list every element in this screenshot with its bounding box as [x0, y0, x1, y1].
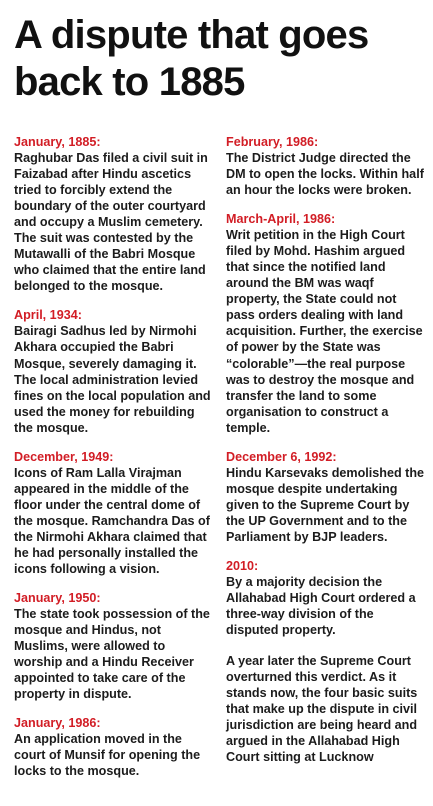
entry-date: 2010:	[226, 558, 259, 573]
entry-date: December, 1949:	[14, 449, 114, 464]
entry-date: January, 1950:	[14, 591, 101, 606]
timeline-entry	[226, 134, 426, 198]
entry-date: April, 1934:	[14, 308, 82, 323]
entry-text: The District Judge directed the DM to open the locks. Within half an hour the locks were broken.	[226, 151, 424, 198]
entry-date: December 6, 1992:	[226, 449, 337, 464]
entry-text: Raghubar Das filed a civil suit in Faizabad after Hindu ascetics tried to forcibly extend the boundary of the outer courtyard and occupy a Muslim cemetery. The suit was contested by the Mutawalli of the Babri Mosque who claimed that the entire land belonged to the mosque.	[14, 151, 208, 294]
entry-date: March-April, 1986:	[226, 212, 336, 227]
timeline-entry	[14, 715, 216, 779]
entry-text: Hindu Karsevaks demolished the mosque despite undertaking given to the Supreme Court by the UP Government and to the Parliament by BJP leaders.	[226, 465, 425, 544]
entry-text: The state took possession of the mosque and Hindus, not Muslims, were allowed to worship and a Hindu Receiver appointed to take care of the property in dispute.	[14, 607, 210, 702]
entry-date: January, 1986:	[14, 716, 101, 731]
entry-text: Writ petition in the High Court filed by Mohd. Hashim argued that since the notified land around the BM was waqf property, the State could not pass orders dealing with land acquisition. Further, the exercise of power by the State was “colorable”—the real purpose was to destroy the mosque and transfer the land to some organisation to construct a temple.	[226, 228, 423, 435]
entry-text: Icons of Ram Lalla Virajman appeared in the middle of the floor under the central dome of the mosque. Ramchandra Das of the Nirmohi Akhara claimed that he had personally installed the icons following a vision.	[14, 465, 210, 577]
timeline-entry	[14, 449, 216, 577]
timeline-entry	[14, 590, 216, 702]
entry-text: An application moved in the court of Munsif for opening the locks to the mosque.	[14, 732, 201, 779]
timeline-entry	[226, 449, 426, 545]
timeline-left-column	[14, 134, 216, 793]
entry-date: February, 1986:	[226, 135, 319, 149]
entry-date: January, 1885:	[14, 135, 101, 149]
headline: A dispute that goes back to 1885	[14, 13, 369, 104]
entry-text: By a majority decision the Allahabad High Court ordered a three-way division of the disputed property.	[226, 574, 416, 638]
timeline-entry	[14, 134, 216, 294]
spacer	[226, 638, 426, 653]
timeline-right-column	[226, 134, 426, 779]
timeline-entry	[226, 558, 426, 766]
timeline-entry	[14, 307, 216, 435]
closing-paragraph: A year later the Supreme Court overturned this verdict. As it stands now, the four basic suits that make up the dispute in civil jurisdiction are being heard and argued in the Allahabad High Court sitting at Lucknow	[226, 654, 418, 765]
timeline-entry	[226, 211, 426, 436]
entry-text: Bairagi Sadhus led by Nirmohi Akhara occupied the Babri Mosque, severely damaging it. The local administration levied fines on the local population and used the money for rebuilding the mosque.	[14, 324, 211, 435]
